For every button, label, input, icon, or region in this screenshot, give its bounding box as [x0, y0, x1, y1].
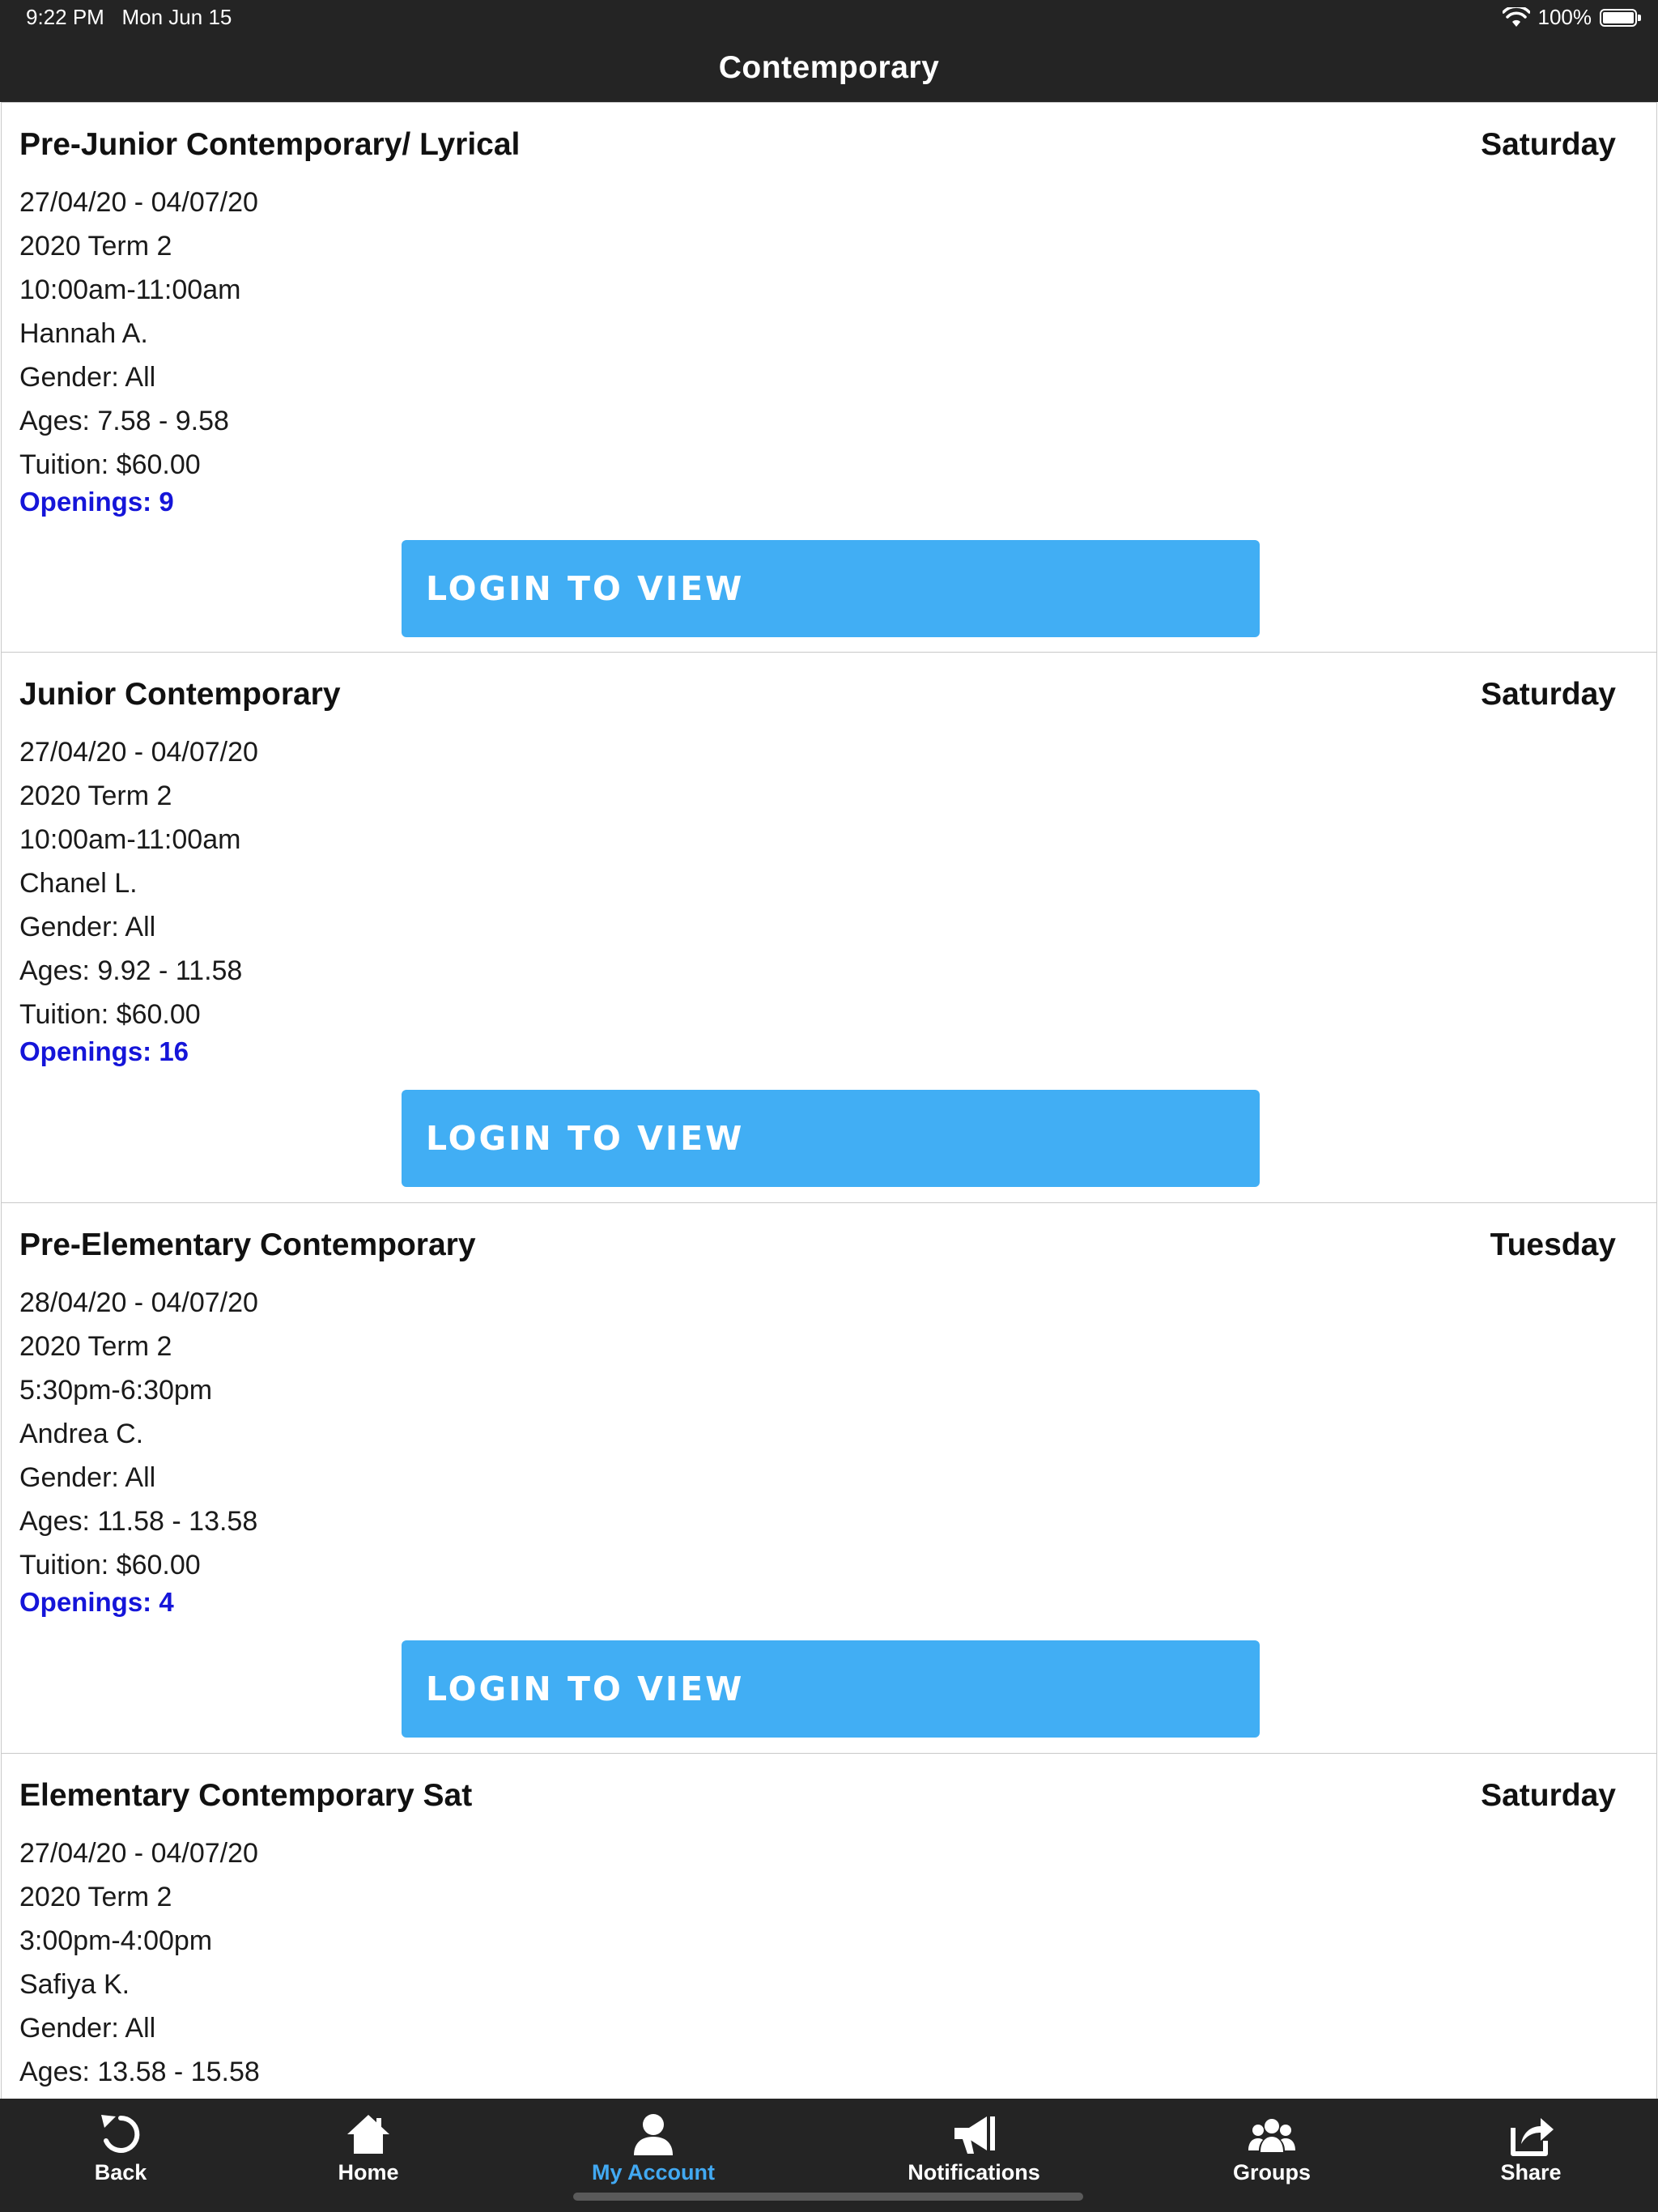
- group-icon: [1248, 2110, 1296, 2159]
- login-to-view-button[interactable]: LOGIN TO VIEW: [402, 540, 1260, 637]
- class-card: [1, 102, 1657, 653]
- status-time: [26, 5, 232, 30]
- class-instructor: Chanel L.: [19, 868, 138, 899]
- class-card: [1, 1754, 1657, 2099]
- class-gender: Gender: All: [19, 2013, 156, 2044]
- class-dates: 27/04/20 - 04/07/20: [19, 187, 258, 218]
- tab-share[interactable]: [1442, 2110, 1620, 2199]
- class-day: Saturday: [1481, 1778, 1616, 1813]
- class-title: Junior Contemporary: [19, 677, 341, 712]
- class-card: [1, 653, 1657, 1203]
- house-icon: [344, 2110, 393, 2159]
- tab-label: Groups: [1232, 2160, 1311, 2184]
- class-term: 2020 Term 2: [19, 1882, 172, 1912]
- tab-label: My Account: [591, 2160, 715, 2184]
- tab-label: Share: [1500, 2160, 1562, 2184]
- class-dates: 28/04/20 - 04/07/20: [19, 1287, 258, 1318]
- class-instructor: Hannah A.: [19, 318, 148, 349]
- class-ages: Ages: 9.92 - 11.58: [19, 955, 243, 986]
- class-title: Pre-Junior Contemporary/ Lyrical: [19, 127, 521, 162]
- class-tuition: Tuition: $60.00: [19, 1550, 201, 1580]
- class-title: Elementary Contemporary Sat: [19, 1778, 473, 1813]
- class-dates: 27/04/20 - 04/07/20: [19, 737, 258, 768]
- class-day: Tuesday: [1490, 1227, 1616, 1262]
- status-date: Mon Jun 15: [121, 5, 232, 29]
- class-tuition: Tuition: $60.00: [19, 999, 201, 1030]
- class-term: 2020 Term 2: [19, 231, 172, 262]
- class-term: 2020 Term 2: [19, 781, 172, 811]
- class-dates: 27/04/20 - 04/07/20: [19, 1838, 258, 1869]
- class-title: Pre-Elementary Contemporary: [19, 1227, 476, 1262]
- tab-back[interactable]: [32, 2110, 210, 2199]
- megaphone-icon: [950, 2110, 998, 2159]
- tab-groups[interactable]: [1183, 2110, 1361, 2199]
- class-day: Saturday: [1481, 127, 1616, 162]
- class-gender: Gender: All: [19, 1462, 156, 1493]
- class-term: 2020 Term 2: [19, 1331, 172, 1362]
- class-card: [1, 1203, 1657, 1754]
- status-indicators: [1503, 5, 1638, 30]
- class-time: 5:30pm-6:30pm: [19, 1375, 213, 1406]
- wifi-icon: [1503, 7, 1530, 28]
- login-to-view-button[interactable]: LOGIN TO VIEW: [402, 1090, 1260, 1187]
- class-time: 10:00am-11:00am: [19, 824, 241, 855]
- tab-label: Notifications: [908, 2160, 1040, 2184]
- class-details: [19, 1831, 260, 2094]
- class-ages: Ages: 13.58 - 15.58: [19, 2057, 260, 2087]
- top-bar: [0, 0, 1658, 102]
- class-ages: Ages: 7.58 - 9.58: [19, 406, 229, 436]
- class-openings: Openings: 9: [19, 487, 174, 517]
- home-indicator[interactable]: [573, 2193, 1083, 2201]
- class-gender: Gender: All: [19, 362, 156, 393]
- battery-percent: 100%: [1537, 5, 1592, 29]
- person-icon: [629, 2110, 678, 2159]
- class-openings: Openings: 16: [19, 1036, 189, 1066]
- class-instructor: Safiya K.: [19, 1969, 130, 2000]
- class-instructor: Andrea C.: [19, 1419, 144, 1449]
- tab-notifications[interactable]: [885, 2110, 1063, 2199]
- class-ages: Ages: 11.58 - 13.58: [19, 1506, 258, 1537]
- tab-label: Home: [338, 2160, 399, 2184]
- page-title: Contemporary: [718, 50, 940, 85]
- battery-icon: [1600, 9, 1637, 27]
- class-openings: Openings: 4: [19, 1587, 174, 1617]
- tab-label: Back: [94, 2160, 147, 2184]
- status-clock: 9:22 PM: [26, 5, 104, 29]
- tab-home[interactable]: [279, 2110, 457, 2199]
- share-icon: [1507, 2110, 1555, 2159]
- class-details: [19, 181, 258, 487]
- class-details: [19, 1281, 258, 1587]
- undo-arrow-icon: [96, 2110, 145, 2159]
- class-gender: Gender: All: [19, 912, 156, 942]
- login-to-view-button[interactable]: LOGIN TO VIEW: [402, 1640, 1260, 1738]
- class-time: 3:00pm-4:00pm: [19, 1925, 213, 1956]
- class-list[interactable]: [0, 102, 1658, 2099]
- class-day: Saturday: [1481, 677, 1616, 712]
- class-time: 10:00am-11:00am: [19, 274, 241, 305]
- class-details: [19, 730, 258, 1036]
- class-tuition: Tuition: $60.00: [19, 449, 201, 480]
- tab-my-account[interactable]: [564, 2110, 742, 2199]
